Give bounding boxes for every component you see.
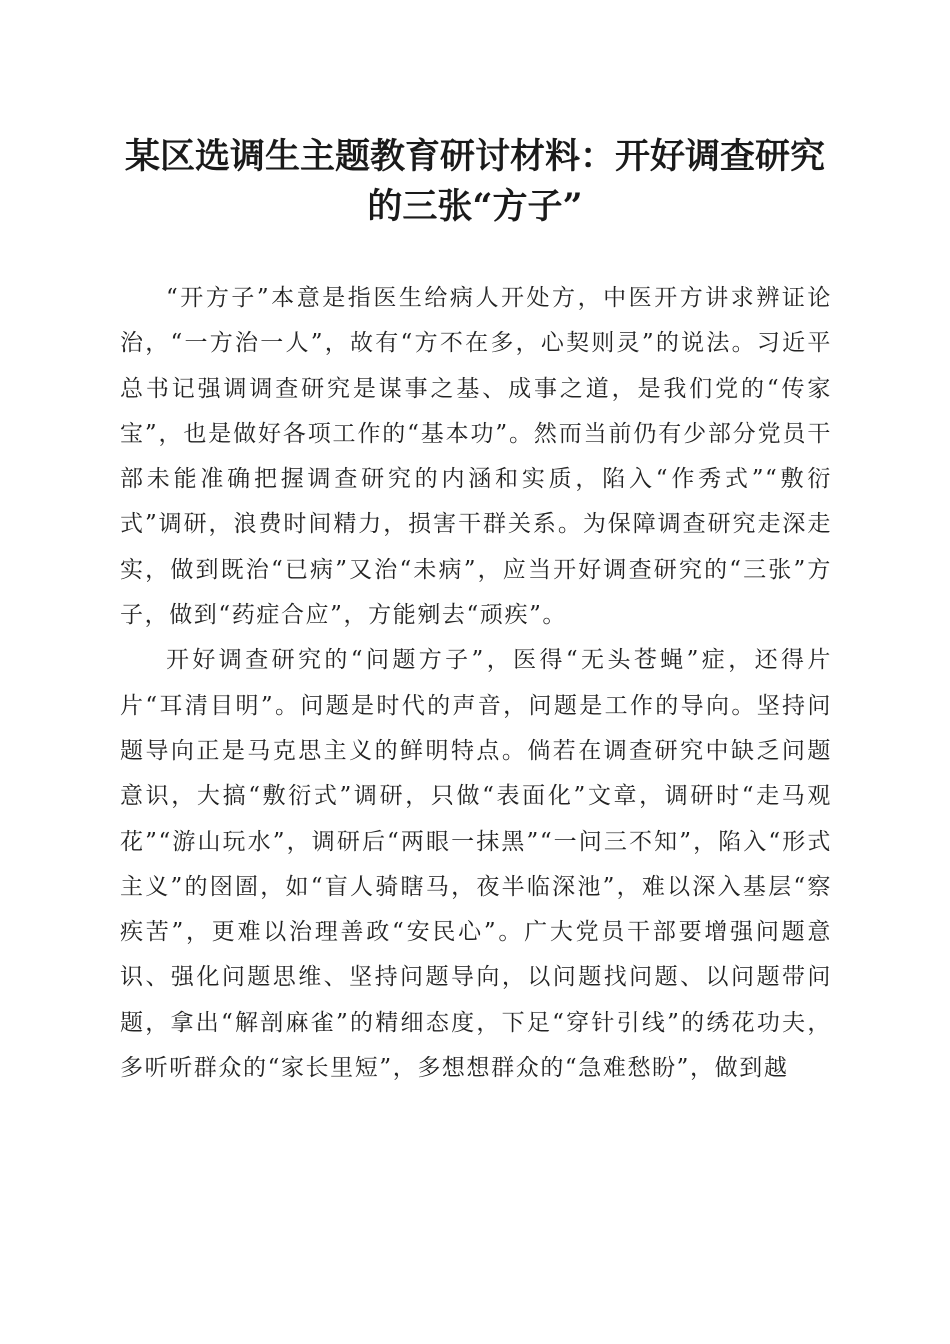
document-body [120, 276, 832, 1091]
title-line-1: 某区选调生主题教育研讨材料：开好调查研究 [124, 136, 825, 177]
paragraph-2: 开好调查研究的“问题方子”，医得“无头苍蝇”症，还得片片“耳清目明”。问题是时代的声音，问题是工作的导向。坚持问题导向正是马克思主义的鲜明特点。倘若在调查研究中缺乏问题意识，大搞“敷衍式”调研，只做“表面化”文章，调研时“走马观花”“游山玩水”，调研后“两眼一抹黑”“一问三不知”，陷入“形式主义”的囹圄，如“盲人骑瞎马，夜半临深池”，难以深入基层“察疾苦”，更难以治理善政“安民心”。广大党员干部要增强问题意识、强化问题思维、坚持问题导向，以问题找问题、以问题带问题，拿出“解剖麻雀”的精细态度，下足“穿针引线”的绣花功夫，多听听群众的“家长里短”，多想想群众的“急难愁盼”，做到越 [120, 647, 832, 1082]
document-title [100, 132, 850, 232]
title-line-2: 的三张“方子” [367, 186, 583, 227]
paragraph-1: “开方子”本意是指医生给病人开处方，中医开方讲求辨证论治，“一方治一人”，故有“方不在多，心契则灵”的说法。习近平总书记强调调查研究是谋事之基、成事之道，是我们党的“传家宝”，也是做好各项工作的“基本功”。然而当前仍有少部分党员干部未能准确把握调查研究的内涵和实质，陷入“作秀式”“敷衍式”调研，浪费时间精力，损害干群关系。为保障调查研究走深走实，做到既治“已病”又治“未病”，应当开好调查研究的“三张”方子，做到“药症合应”，方能剜去“顽疾”。 [120, 285, 832, 629]
